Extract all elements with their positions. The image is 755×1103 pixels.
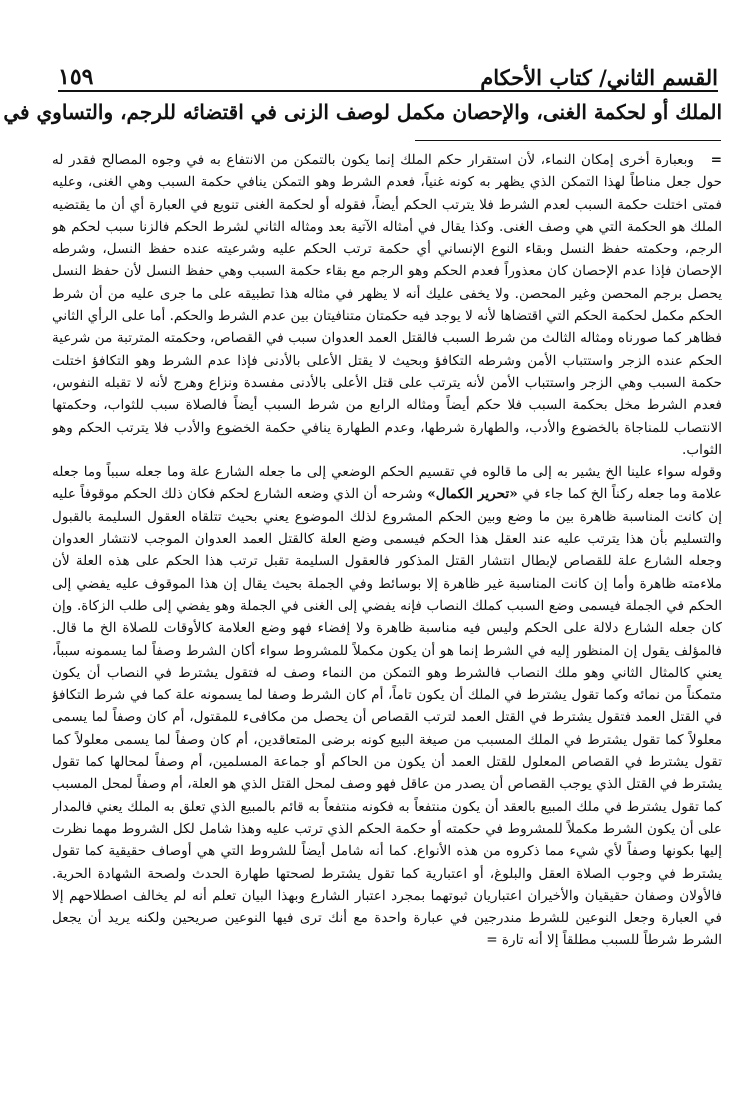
page-header bbox=[58, 50, 718, 90]
footnote-paragraph-2 bbox=[52, 461, 722, 952]
main-text-line: الملك أو لحكمة الغنى، والإحصان مكمل لوصف الزنى في اقتضائه للرجم، والتساوي في bbox=[3, 100, 722, 124]
page-number: ١٥٩ bbox=[58, 64, 94, 90]
running-head: القسم الثاني/ كتاب الأحكام bbox=[480, 65, 718, 90]
footnote-paragraph-2-start: وقوله سواء علينا الخ يشير به إلى ما قالوه في تقسيم الحكم الوضعي إلى ما جعله الشارع علة وما جعله سبباً وما جعله علامة وما جعله ركناً الخ كما جاء في bbox=[52, 464, 722, 503]
footnote-paragraph-1 bbox=[52, 149, 722, 461]
footnote-paragraph-2-rest: وشرحه أن الذي وضعه الشارع لحكم فكان ذلك الحكم موقوفاً عليه إن كانت المناسبة ظاهرة بين ما وضع وبين الحكم المشروع لذلك الموضوع يعني بحيث تتلقاه العقول السليمة بالقبول والتسليم بأن هذا يترتب عليه عند العقل هذا الحكم فيسمى وضع العلة كالقتل العمد العدوان الموجب لانتشار العدوان وجعله الشارع علة للقصاص لإبطال انتشار القتل المذكور فالعقول السليمة تقبل ترتب هذا الحكم على هذه العلة لأن ملاءمته ظاهرة وأما إن كانت المناسبة غير ظاهرة إلا بوسائط وفي الجملة بحيث يقال إن هذا الموقوف عليه يفضي إلى الحكم في الجملة فيسمى وضع السبب كملك النصاب فإنه يفضي إلى الغنى في الجملة وهو يفضي إلى طلب الزكاة. وإن كان جعله الشارع دلالة على الحكم وليس فيه مناسبة ظاهرة ولا إفضاء فهو وضع العلامة كالأوقات للصلاة الخ ما قال. فالمؤلف يقول إن المنظور إليه في الشرط إنما هو أن يكون مكملاً للمشروط سواء أكان الشرط وصفاً لما يسمونه سبباً، يعني كالمثال الثاني وهو ملك النصاب فالشرط وهو التمكن من النماء وصف له فتقول يشترط في النصاب أن يكون متمكناً من نمائه وكما تقول يشترط في الملك أن يكون تاماً، أم كان الشرط وصفا لما يسمونه علة كما في شرط التكافؤ في القتل العمد فتقول يشترط في القتل العمد لترتب القصاص أن يحصل من مكافىء للمقتول، أم كان وصفاً لما يسمى معلولاً كما تقول يشترط في الملك المسبب من صيغة البيع كونه برضى المتعاقدين، أم كان وصفاً لما يسمى معلولاً كما تقول يشترط في القصاص المعلول للقتل العمد أن يكون من الحاكم أو جماعة المسلمين، أم وصفاً لمحالها كما تقول يشترط في القتل الذي يوجب القصاص أن يصدر من عاقل فهو وصف لمحل القتل الذي هو العلة، أم وصفاً لمحل المسبب كما تقول يشترط في ملك المبيع بالعقد أن يكون منتفعاً به فكونه منتفعاً به قائم بالمبيع الذي تعلق به الملك يعني فالمدار على أن يكون الشرط مكملاً للمشروط في حكمته أو حكمة الحكم الذي ترتب عليه وهذا شامل لكل الشروط مهما نظرت إليها بكونها وصفاً لأي شيء مما ذكروه من هذه الأنواع. كما أنه شامل أيضاً للشروط التي هي أوصاف حقيقية كما تقول يشترط في وجوب الصلاة العقل والبلوغ، أو اعتبارية كما تقول يشترط لصحتها طهارة الحدث ولصحة الشهادة الحرية. فالأولان وصفان حقيقيان والأخيران اعتباريان ثبوتهما بمجرد اعتبار الشارع وبهذا البيان تعلم أنه لم يخالف اصطلاحهم إلا في العبارة وجعل النوعين للشرط مندرجين في عبارة واحدة مع أنك ترى فيها النوعين صريحين ولكنه يريد أن يجعل الشرط شرطاً للسبب مطلقاً إلا أنه تارة = bbox=[52, 486, 722, 949]
footnote-separator bbox=[415, 140, 721, 141]
footnote-block bbox=[52, 149, 722, 1089]
book-title: «تحرير الكمال» bbox=[427, 486, 518, 503]
continuation-marker: = bbox=[710, 152, 722, 168]
footnote-paragraph-1-text: وبعبارة أخرى إمكان النماء، لأن استقرار حكم الملك إنما يكون بالتمكن من الانتفاع به في وجوه المصالح فقدر له حول جعل مناطاً لهذا التمكن الذي يظهر به كونه غنياً، فعدم الشرط وهو التمكن ينافي حكمة السبب وهي الغنى، وعليه فمتى اختلت حكمة السبب لعدم الشرط فلا يترتب الحكم أيضاً، فقوله أو لحكمة الغنى تنويع في العبارة أي أن ما يقتضيه الملك هو الحكمة التي هي وصف الغنى. وكذا يقال في أمثاله الآتية بعد ومثاله الثاني لشرط الحكم فالزنا سبب لحكم هو الرجم، وحكمته حفظ النسل وبقاء النوع الإنساني أي حكمة ترتب الحكم عليه وشرعيته عنده حفظ النسل، وشرطه الإحصان فإذا عدم الإحصان كان معذوراً فعدم الحكم وهو الرجم مع بقاء حكمة السبب وهي حفظ النسل لأن حفظ النسل يحصل برجم المحصن وغير المحصن. ولا يخفى عليك أنه لا يظهر في مثاله هذا تطبيقه على ما جرى عليه من أن شرط الحكم مكمل لحكمة الحكم التي اقتضاها لأنه لا يوجد فيه حكمتان متنافيتان بين عدم الشرط والحكم. أما على الرأي الثاني فظاهر كما صورناه ومثاله الثالث من شرط السبب فالقتل العمد العدوان سبب في القصاص، وحكمته المترتبة من شرعية الحكم عنده الزجر واستتباب الأمن وشرطه التكافؤ وبحيث لا يقتل الأعلى بالأدنى فإذا عدم الشرط وهو التكافؤ اختلت حكمة السبب وهي الزجر واستتباب الأمن لأنه يترتب على قتل الأعلى بالأدنى مفسدة ونزاع وهرج لأنه لا تقبله النفوس، فعدم الشرط مخل بحكمة السبب فلا حكم أيضاً ومثاله الرابع من شرط السبب أيضاً فالصلاة سبب للثواب، وحكمتها الانتصاب للمناجاة بالخضوع والأدب، والطهارة شرطها، وعدم الطهارة ينافي حكمة الخضوع والأدب فلا يترتب الحكم وهو الثواب. bbox=[52, 152, 722, 458]
